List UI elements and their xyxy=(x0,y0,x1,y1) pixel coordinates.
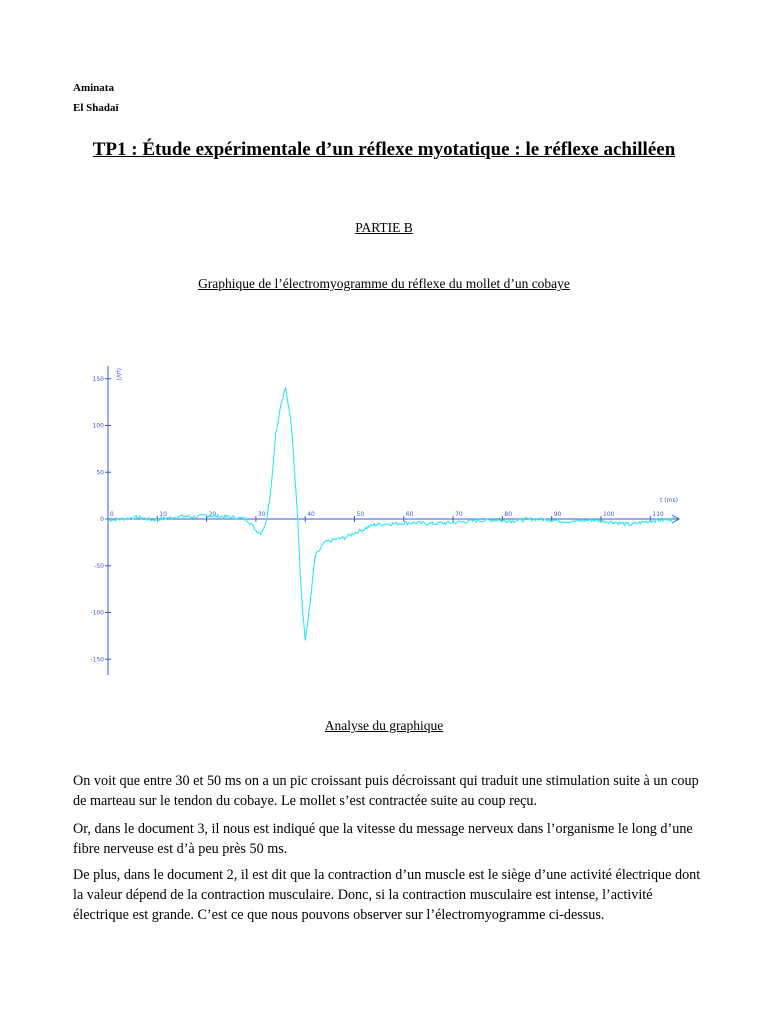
emg-trace xyxy=(108,387,675,640)
figure-caption: Graphique de l’électromyogramme du réflexe du mollet d’un cobaye xyxy=(198,276,570,291)
page-title: TP1 : Étude expérimentale d’un réflexe myotatique : le réflexe achilléen xyxy=(92,139,676,160)
y-tick-label: 0 xyxy=(100,516,104,523)
x-tick-label: 10 xyxy=(159,511,167,518)
paragraph-2: Or, dans le document 3, il nous est indiqué que la vitesse du message nerveux dans l’organisme le long d’une fibre nerveuse est d’à peu près 50 ms. xyxy=(73,821,693,857)
x-tick-label: 110 xyxy=(652,511,664,518)
analysis-heading: Analyse du graphique xyxy=(324,718,444,733)
y-tick-label: -150 xyxy=(90,656,104,664)
author-name-1: Aminata xyxy=(73,82,114,94)
y-tick-label: -50 xyxy=(94,562,104,570)
x-tick-label: 30 xyxy=(257,511,266,518)
x-tick-label: 40 xyxy=(307,511,315,518)
y-axis-label: (µV) xyxy=(115,368,122,381)
y-tick-label: 50 xyxy=(96,469,104,477)
x-tick-label: 100 xyxy=(603,511,615,518)
x-tick-label: 60 xyxy=(405,511,414,518)
x-tick-label: 70 xyxy=(455,511,463,518)
y-tick-label: -100 xyxy=(90,609,104,617)
x-tick-label: 20 xyxy=(208,511,217,518)
part-heading: PARTIE B xyxy=(355,220,413,235)
x-tick-label: 50 xyxy=(356,511,365,518)
x-axis-label: t (ms) xyxy=(660,497,678,504)
x-tick-label: 0 xyxy=(110,511,114,518)
y-tick-label: 100 xyxy=(92,422,104,430)
x-tick-label: 90 xyxy=(553,511,562,518)
x-tick-label: 80 xyxy=(504,511,513,518)
paragraph-1: On voit que entre 30 et 50 ms on a un pic croissant puis décroissant qui traduit une stimulation suite à un coup de marteau sur le tendon du cobaye. Le mollet s’est contractée suite au coup reçu. xyxy=(73,773,699,809)
author-name-2: El Shadaï xyxy=(73,102,119,114)
y-tick-label: 150 xyxy=(92,375,104,383)
paragraph-3: De plus, dans le document 2, il est dit que la contraction d’un muscle est le siège d’une activité électrique dont la valeur dépend de la contraction musculaire. Donc, si la contraction musculaire est intense, l’activité électrique est grande. C’est ce que nous pouvons observer sur l’électromyogramme ci-dessus. xyxy=(73,867,701,923)
